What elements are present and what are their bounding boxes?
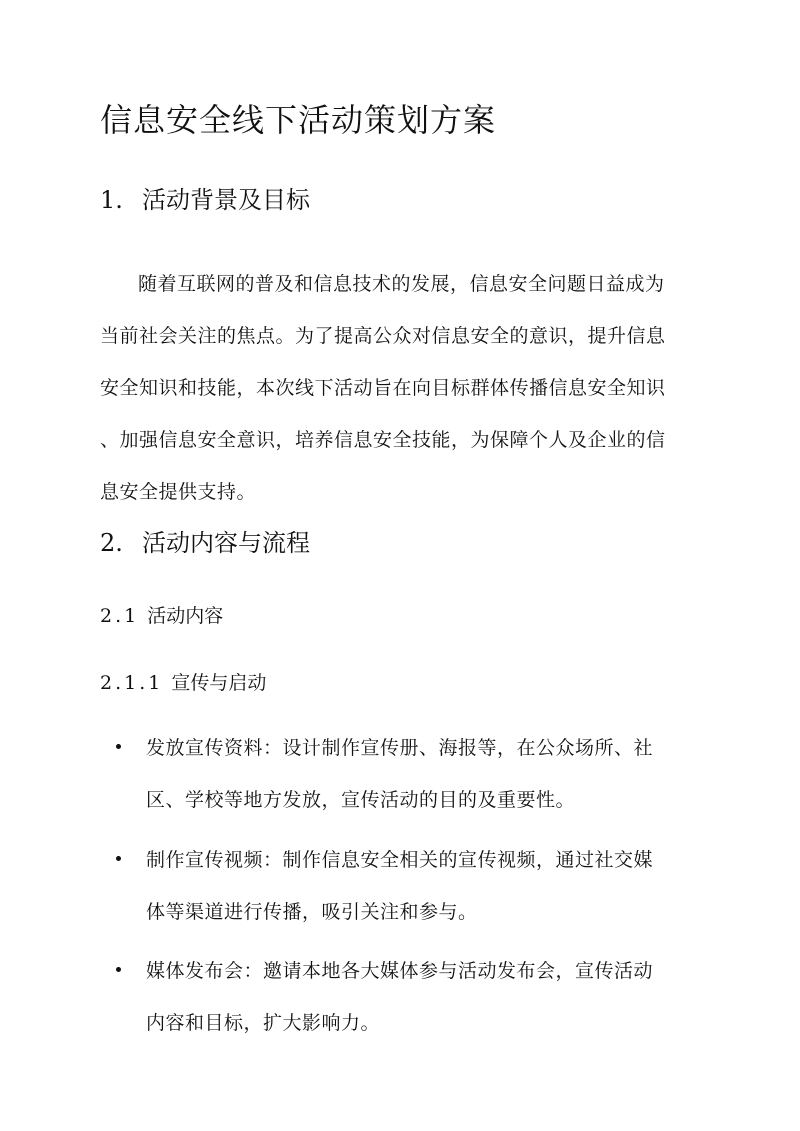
subsection-heading [100, 601, 223, 631]
subsection-number: 2.1.1 [100, 672, 164, 694]
paragraph-line: 息安全提供支持。 [100, 481, 257, 503]
list-item [116, 945, 716, 1049]
section-title: 活动背景及目标 [142, 186, 310, 214]
list-item-line: 媒体发布会：邀请本地各大媒体参与活动发布会，宣传活动 [146, 960, 654, 982]
subsection-title: 活动内容 [147, 605, 224, 627]
subsection-number: 2.1 [100, 605, 140, 627]
document-title: 信息安全线下活动策划方案 [100, 101, 497, 139]
paragraph-line: 、加强信息安全意识，培养信息安全技能，为保障个人及企业的信 [100, 429, 666, 451]
section-number: 2. [100, 529, 123, 557]
section-title: 活动内容与流程 [142, 529, 310, 557]
list-item-line: 区、学校等地方发放，宣传活动的目的及重要性。 [146, 789, 576, 811]
list-item-line: 体等渠道进行传播，吸引关注和参与。 [146, 901, 478, 923]
section-heading [100, 525, 310, 561]
bullet-icon [116, 967, 121, 972]
bullet-icon [116, 856, 121, 861]
subsection-heading [100, 668, 266, 698]
list-item-line: 内容和目标，扩大影响力。 [146, 1012, 381, 1034]
paragraph-line: 随着互联网的普及和信息技术的发展，信息安全问题日益成为 [138, 273, 665, 295]
section-paragraph [100, 258, 712, 518]
section-number: 1. [100, 186, 123, 214]
list-item-line: 发放宣传资料：设计制作宣传册、海报等，在公众场所、社 [146, 737, 654, 759]
paragraph-line: 安全知识和技能，本次线下活动旨在向目标群体传播信息安全知识 [100, 377, 666, 399]
list-item [116, 834, 716, 938]
bullet-icon [116, 744, 121, 749]
subsection-title: 宣传与启动 [171, 672, 267, 694]
list-item-line: 制作宣传视频：制作信息安全相关的宣传视频，通过社交媒 [146, 849, 654, 871]
section-heading [100, 182, 310, 218]
list-item [116, 722, 716, 826]
paragraph-line: 当前社会关注的焦点。为了提高公众对信息安全的意识，提升信息 [100, 325, 666, 347]
